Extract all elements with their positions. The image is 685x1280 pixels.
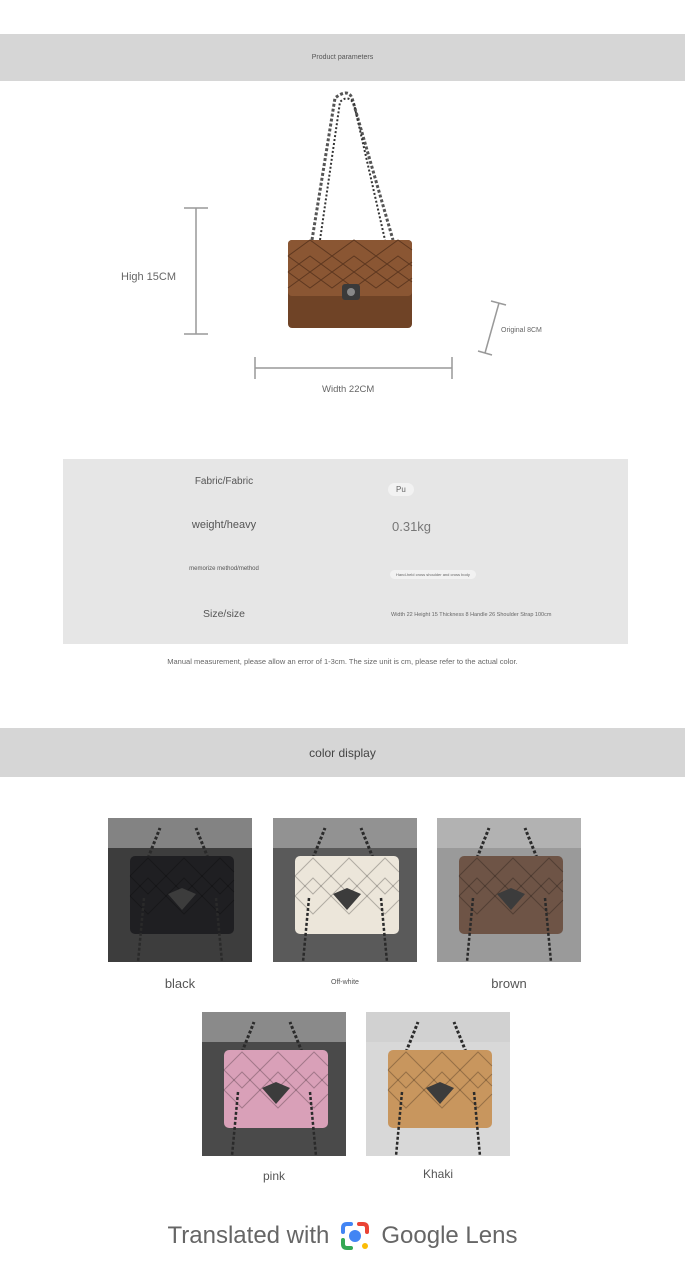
param-value: Pu (388, 479, 414, 497)
brown-bag-image (280, 88, 420, 333)
google-lens-brand: Google Lens (381, 1222, 518, 1249)
height-label: High 15CM (121, 271, 177, 283)
color-label: Khaki (422, 1167, 454, 1181)
product-parameters-title: Product parameters (311, 54, 374, 61)
color-display-banner (0, 728, 685, 777)
param-label: Fabric/Fabric (194, 476, 254, 487)
parameters-table (63, 459, 628, 644)
color-swatch-off-white[interactable] (273, 818, 417, 962)
color-swatch-brown[interactable] (437, 818, 581, 962)
color-swatch-black[interactable] (108, 818, 252, 962)
color-label: brown (491, 976, 527, 991)
param-label: memorize method/method (189, 566, 259, 572)
color-label: black (164, 976, 196, 991)
product-parameters-banner (0, 34, 685, 81)
translated-with-text: Translated with (167, 1222, 330, 1249)
height-marker (182, 207, 210, 335)
color-label: Off-white (331, 979, 359, 986)
color-swatch-pink[interactable] (202, 1012, 346, 1156)
param-label: Size/size (202, 608, 245, 620)
google-lens-footer (0, 1220, 685, 1252)
param-value: 0.31kg (392, 519, 432, 534)
param-value: Hand-held cross shoulder and cross body (390, 563, 476, 581)
color-swatch-khaki[interactable] (366, 1012, 510, 1156)
google-lens-icon (339, 1220, 371, 1252)
measurement-note: Manual measurement, please allow an error of 1-3cm. The size unit is cm, please refer to the actual color. (167, 657, 518, 666)
param-value: Width 22 Height 15 Thickness 8 Handle 26 Shoulder Strap 100cm (391, 612, 552, 618)
param-label: weight/heavy (191, 519, 257, 531)
color-label: pink (262, 1169, 285, 1183)
depth-label: Original 8CM (501, 327, 542, 334)
width-label: Width 22CM (322, 384, 375, 395)
color-display-title: color display (309, 745, 376, 760)
width-marker (254, 355, 454, 381)
